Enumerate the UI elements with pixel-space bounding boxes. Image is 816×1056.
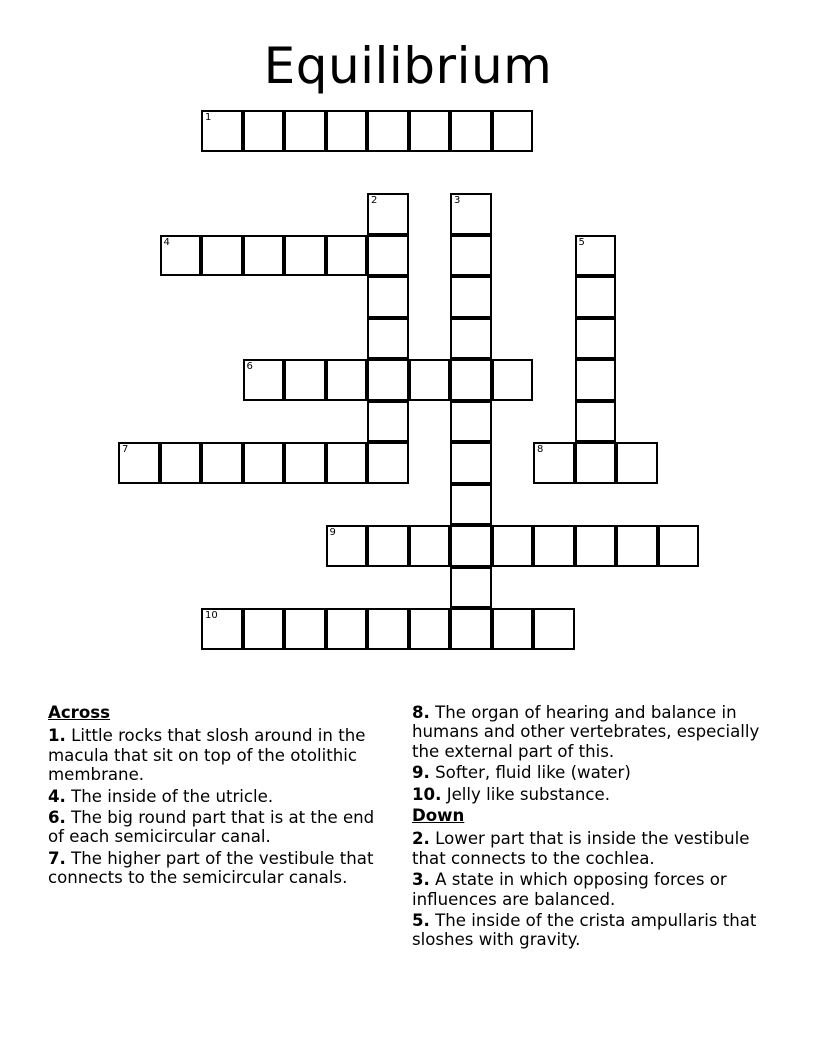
grid-cell[interactable] (243, 442, 285, 484)
grid-cell[interactable] (450, 193, 492, 235)
grid-cell[interactable] (201, 235, 243, 277)
grid-cell[interactable] (450, 442, 492, 484)
grid-cell[interactable] (492, 525, 534, 567)
clue-text: The higher part of the vestibule that connects to the semicircular canals. (48, 848, 374, 888)
clue-number: 3. (412, 870, 430, 890)
grid-cell[interactable] (284, 608, 326, 650)
grid-cell[interactable] (243, 359, 285, 401)
grid-cell[interactable] (367, 235, 409, 277)
grid-cell[interactable] (243, 110, 285, 152)
clue-number: 8. (412, 703, 430, 722)
grid-cell[interactable] (450, 318, 492, 360)
grid-cell[interactable] (616, 442, 658, 484)
clue-number: 9. (412, 763, 430, 783)
grid-cell[interactable] (533, 608, 575, 650)
grid-cell[interactable] (450, 359, 492, 401)
cell-number: 3 (454, 195, 461, 206)
grid-cell[interactable] (409, 110, 451, 152)
clue-across-10 (412, 785, 782, 804)
grid-cell[interactable] (492, 110, 534, 152)
clue-across-6 (48, 808, 388, 847)
grid-cell[interactable] (575, 525, 617, 567)
grid-cell[interactable] (533, 442, 575, 484)
grid-cell[interactable] (367, 276, 409, 318)
clue-text: Jelly like substance. (446, 784, 610, 804)
cell-number: 9 (329, 527, 336, 538)
clue-across-4 (48, 787, 388, 806)
grid-cell[interactable] (367, 318, 409, 360)
clue-text: The inside of the utricle. (71, 786, 274, 806)
clue-number: 10. (412, 784, 442, 804)
grid-cell[interactable] (450, 608, 492, 650)
clue-across-1 (48, 726, 388, 784)
grid-cell[interactable] (160, 235, 202, 277)
clue-text: A state in which opposing forces or influences are balanced. (412, 870, 727, 909)
cell-number: 7 (122, 444, 129, 455)
cell-number: 10 (205, 610, 218, 621)
grid-cell[interactable] (367, 359, 409, 401)
cell-number: 4 (163, 236, 170, 248)
clue-text: The inside of the crista ampullaris that sloshes with gravity. (412, 911, 757, 950)
clue-number: 4. (48, 786, 66, 806)
puzzle-title: Equilibrium (263, 37, 553, 95)
clue-across-8 (412, 703, 782, 761)
clue-down-3 (412, 870, 782, 909)
cell-number: 1 (205, 112, 212, 123)
grid-cell[interactable] (284, 359, 326, 401)
clue-number: 5. (412, 911, 430, 931)
clue-text: Little rocks that slosh around in the macula that sit on top of the otolithic membrane. (48, 726, 366, 785)
grid-cell[interactable] (575, 235, 617, 277)
grid-cell[interactable] (409, 525, 451, 567)
grid-cell[interactable] (160, 442, 202, 484)
grid-cell[interactable] (201, 442, 243, 484)
grid-cell[interactable] (533, 525, 575, 567)
grid-cell[interactable] (326, 442, 368, 484)
clues-left-column (48, 703, 388, 890)
clue-text: The big round part that is at the end of each semicircular canal. (48, 808, 375, 847)
grid-cell[interactable] (367, 193, 409, 235)
down-heading: Down (412, 806, 465, 826)
clue-number: 2. (412, 829, 430, 849)
grid-cell[interactable] (118, 442, 160, 484)
grid-cell[interactable] (326, 110, 368, 152)
grid-cell[interactable] (450, 567, 492, 609)
grid-cell[interactable] (326, 525, 368, 567)
clues-right-column (412, 703, 782, 952)
grid-cell[interactable] (284, 442, 326, 484)
cell-number: 6 (246, 361, 253, 372)
grid-cell[interactable] (575, 318, 617, 360)
grid-cell[interactable] (575, 276, 617, 318)
grid-cell[interactable] (284, 110, 326, 152)
grid-cell[interactable] (575, 359, 617, 401)
clue-text: Softer, fluid like (water) (435, 763, 631, 783)
grid-cell[interactable] (201, 110, 243, 152)
grid-cell[interactable] (492, 359, 534, 401)
grid-cell[interactable] (450, 401, 492, 443)
cell-number: 5 (578, 236, 585, 248)
clue-text: Lower part that is inside the vestibule that connects to the cochlea. (412, 829, 750, 868)
clue-text: The organ of hearing and balance in humans and other vertebrates, especially the external part of this. (412, 703, 760, 761)
clue-across-7 (48, 849, 388, 888)
grid-cell[interactable] (450, 525, 492, 567)
grid-cell[interactable] (326, 608, 368, 650)
clue-number: 1. (48, 726, 66, 746)
grid-cell[interactable] (326, 359, 368, 401)
grid-cell[interactable] (575, 401, 617, 443)
clue-number: 6. (48, 808, 66, 828)
grid-cell[interactable] (450, 110, 492, 152)
grid-cell[interactable] (450, 235, 492, 277)
grid-cell[interactable] (367, 608, 409, 650)
grid-cell[interactable] (616, 525, 658, 567)
grid-cell[interactable] (326, 235, 368, 277)
grid-cell[interactable] (367, 442, 409, 484)
cell-number: 8 (537, 444, 544, 455)
grid-cell[interactable] (492, 608, 534, 650)
grid-cell[interactable] (575, 442, 617, 484)
clue-across-9 (412, 763, 782, 782)
grid-cell[interactable] (409, 608, 451, 650)
grid-cell[interactable] (658, 525, 700, 567)
grid-cell[interactable] (409, 359, 451, 401)
grid-cell[interactable] (201, 608, 243, 650)
clue-number: 7. (48, 848, 66, 868)
grid-cell[interactable] (450, 276, 492, 318)
grid-cell[interactable] (243, 235, 285, 277)
grid-cell[interactable] (367, 401, 409, 443)
grid-cell[interactable] (367, 525, 409, 567)
across-heading: Across (48, 703, 111, 722)
clue-down-5 (412, 911, 782, 950)
grid-cell[interactable] (284, 235, 326, 277)
grid-cell[interactable] (450, 484, 492, 526)
clue-down-2 (412, 829, 782, 868)
grid-cell[interactable] (243, 608, 285, 650)
grid-cell[interactable] (367, 110, 409, 152)
cell-number: 2 (371, 195, 378, 206)
